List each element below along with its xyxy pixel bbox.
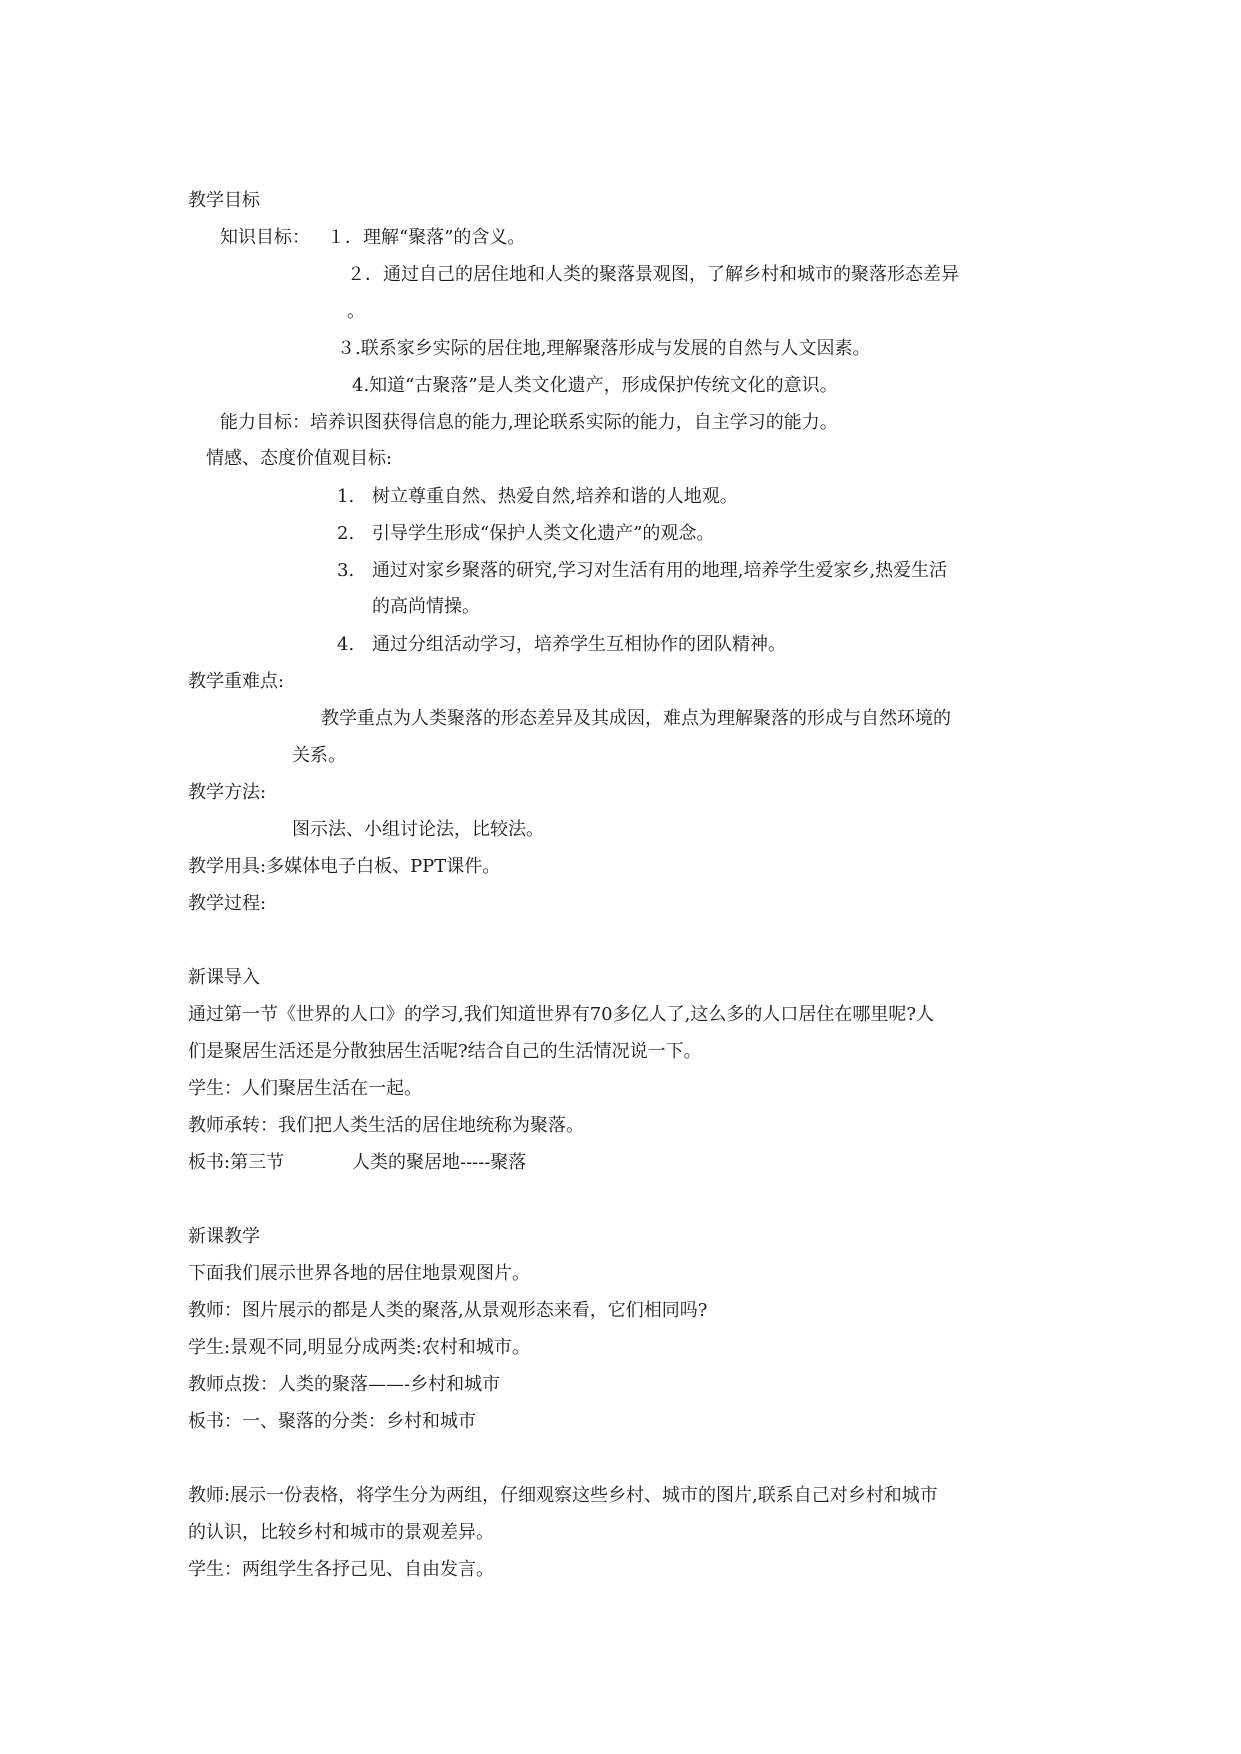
knowledge-item-4: 4.知道“古聚落”是人类文化遗产，形成保护传统文化的意识。 [352, 375, 838, 396]
emotion-item-2: 引导学生形成“保护人类文化遗产”的观念。 [372, 523, 715, 544]
emotion-item-num-4: 4. [337, 634, 355, 655]
teaching-line-6-cont: 的认识，比较乡村和城市的景观差异。 [188, 1522, 494, 1543]
knowledge-item-1: １．理解“聚落”的含义。 [327, 227, 526, 248]
key-points-text: 教学重点为人类聚落的形态差异及其成因，难点为理解聚落的形成与自然环境的 [321, 708, 951, 729]
emotion-item-num-3: 3. [337, 560, 355, 581]
intro-paragraph-line-2: 们是聚居生活还是分散独居生活呢?结合自己的生活情况说一下。 [188, 1041, 702, 1062]
intro-paragraph-line-1: 通过第一节《世界的人口》的学习,我们知道世界有70多亿人了,这么多的人口居住在哪里呢?人 [188, 1004, 934, 1025]
method-heading: 教学方法: [188, 782, 267, 803]
emotion-item-num-1: 1. [337, 486, 355, 507]
board-writing-label: 板书:第三节 [188, 1152, 285, 1173]
teaching-line-7: 学生：两组学生各抒己见、自由发言。 [188, 1559, 494, 1580]
emotion-item-3: 通过对家乡聚落的研究,学习对生活有用的地理,培养学生爱家乡,热爱生活 [372, 560, 948, 581]
heading-teaching-goals: 教学目标 [188, 190, 260, 211]
teaching-line-1: 下面我们展示世界各地的居住地景观图片。 [188, 1263, 530, 1284]
knowledge-item-2-cont: 。 [347, 301, 365, 322]
method-text: 图示法、小组讨论法，比较法。 [292, 819, 544, 840]
process-heading: 教学过程: [188, 893, 267, 914]
teaching-line-6: 教师:展示一份表格，将学生分为两组，仔细观察这些乡村、城市的图片,联系自己对乡村和城市 [188, 1485, 938, 1506]
knowledge-item-3: ３.联系家乡实际的居住地,理解聚落形成与发展的自然与人文因素。 [337, 338, 871, 359]
key-points-text-cont: 关系。 [292, 745, 346, 766]
ability-goal: 能力目标：培养识图获得信息的能力,理论联系实际的能力，自主学习的能力。 [220, 412, 838, 433]
key-points-heading: 教学重难点: [188, 671, 285, 692]
intro-heading: 新课导入 [188, 967, 260, 988]
emotion-item-4: 通过分组活动学习，培养学生互相协作的团队精神。 [372, 634, 786, 655]
teaching-line-2: 教师：图片展示的都是人类的聚落,从景观形态来看，它们相同吗? [188, 1300, 708, 1321]
knowledge-goal-label: 知识目标： [220, 227, 310, 248]
emotion-item-3-cont: 的高尚情操。 [372, 596, 480, 617]
teaching-line-4: 教师点拨：人类的聚落——-乡村和城市 [188, 1374, 501, 1395]
knowledge-item-2: ２．通过自己的居住地和人类的聚落景观图，了解乡村和城市的聚落形态差异 [347, 264, 959, 285]
emotion-item-1: 树立尊重自然、热爱自然,培养和谐的人地观。 [372, 486, 738, 507]
emotion-item-num-2: 2. [337, 523, 355, 544]
intro-teacher: 教师承转：我们把人类生活的居住地统称为聚落。 [188, 1115, 584, 1136]
board-writing-title: 人类的聚居地-----聚落 [352, 1152, 527, 1173]
teaching-heading: 新课教学 [188, 1226, 260, 1247]
teaching-line-5: 板书：一、聚落的分类：乡村和城市 [188, 1411, 476, 1432]
teaching-line-3: 学生:景观不同,明显分成两类:农村和城市。 [188, 1337, 530, 1358]
tools-text: 教学用具:多媒体电子白板、PPT课件。 [188, 856, 501, 877]
emotion-goal-heading: 情感、态度价值观目标: [206, 448, 393, 469]
intro-student: 学生：人们聚居生活在一起。 [188, 1078, 422, 1099]
